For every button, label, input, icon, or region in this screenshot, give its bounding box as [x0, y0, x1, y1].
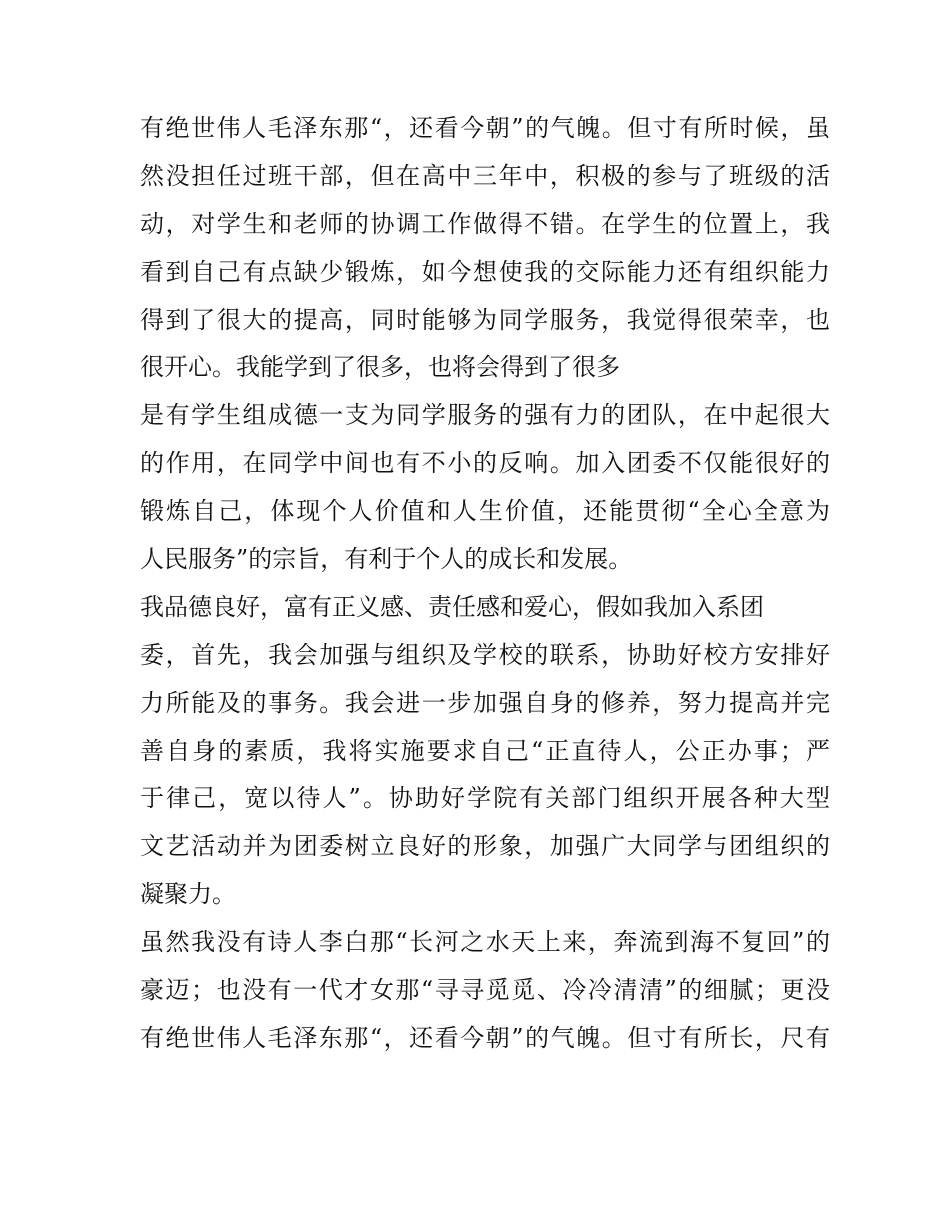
text-line: 很开心。我能学到了很多，也将会得到了很多 [140, 353, 620, 382]
text-line: 委，首先，我会加强与组织及学校的联系，协助好校方安排好 [140, 640, 830, 669]
text-line: 豪迈；也没有一代才女那“寻寻觅觅、冷冷清清”的细腻；更没 [140, 976, 830, 1005]
text-line: 力所能及的事务。我会进一步加强自身的修养，努力提高并完 [140, 688, 830, 717]
text-line: 凝聚力。 [140, 880, 236, 909]
text-line: 虽然我没有诗人李白那“长河之水天上来，奔流到海不复回”的 [140, 928, 830, 957]
text-line: 有绝世伟人毛泽东那“，还看今朝”的气魄。但寸有所时候，虽 [140, 114, 830, 142]
text-line: 善自身的素质，我将实施要求自己“正直待人，公正办事；严 [140, 736, 830, 765]
text-line: 是有学生组成德一支为同学服务的强有力的团队，在中起很大 [140, 401, 830, 430]
text-line: 然没担任过班干部，但在高中三年中，积极的参与了班级的活 [140, 161, 830, 190]
text-line: 文艺活动并为团委树立良好的形象，加强广大同学与团组织的 [140, 832, 830, 861]
text-line: 于律己，宽以待人”。协助好学院有关部门组织开展各种大型 [140, 784, 830, 813]
text-line: 看到自己有点缺少锻炼，如今想使我的交际能力还有组织能力 [140, 257, 830, 286]
text-line: 动，对学生和老师的协调工作做得不错。在学生的位置上，我 [140, 209, 830, 238]
text-line: 有绝世伟人毛泽东那“，还看今朝”的气魄。但寸有所长，尺有 [140, 1023, 830, 1052]
text-line: 人民服务”的宗旨，有利于个人的成长和发展。 [140, 545, 633, 574]
text-line: 我品德良好，富有正义感、责任感和爱心，假如我加入系团 [140, 592, 764, 621]
body-text [140, 105, 830, 1063]
text-line: 得到了很大的提高，同时能够为同学服务，我觉得很荣幸，也 [140, 305, 830, 334]
text-line: 的作用，在同学中间也有不小的反响。加入团委不仅能很好的 [140, 449, 830, 478]
text-line: 锻炼自己，体现个人价值和人生价值，还能贯彻“全心全意为 [140, 497, 830, 526]
